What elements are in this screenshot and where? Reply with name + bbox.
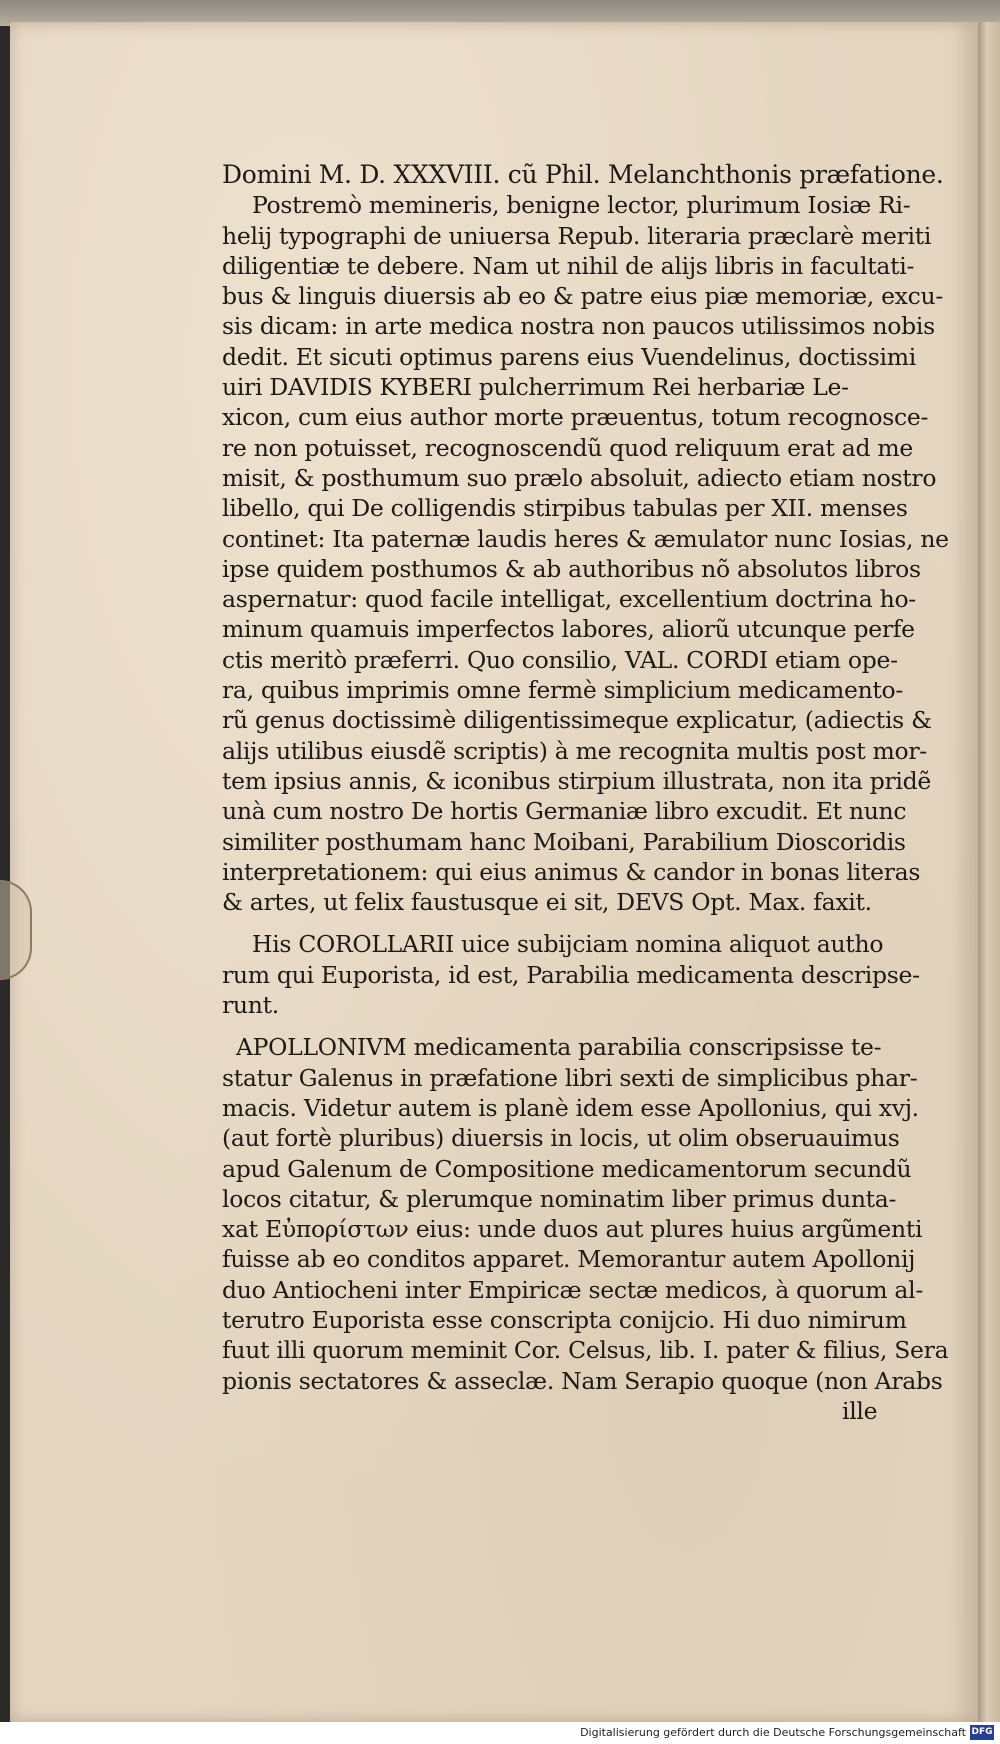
text-line: unà cum nostro De hortis Germaniæ libro excudit. Et nunc xyxy=(222,797,907,826)
text-line: ctis meritò præferri. Quo consilio, VAL. CORDI etiam ope- xyxy=(222,645,898,674)
text-line: helij typographi de uniuersa Repub. literaria præclarè meriti xyxy=(222,221,932,250)
paragraph-gap xyxy=(222,917,952,929)
text-line: minum quamuis imperfectos labores, aliorũ utcunque perfe xyxy=(222,615,915,644)
page-text xyxy=(222,160,952,1426)
text-line: xicon, cum eius author morte præuentus, totum recognosce- xyxy=(222,403,929,432)
text-line: Domini M. D. XXXVIII. cũ Phil. Melanchthonis præfatione. xyxy=(222,160,944,189)
text-line: continet: Ita paternæ laudis heres & æmulator nunc Iosias, ne xyxy=(222,524,949,553)
text-line: statur Galenus in præfatione libri sexti de simplicibus phar- xyxy=(222,1063,918,1092)
text-line: sis dicam: in arte medica nostra non paucos utilissimos nobis xyxy=(222,312,935,341)
text-line: misit, & posthumum suo prælo absoluit, adiecto etiam nostro xyxy=(222,463,937,492)
text-line: APOLLONIVM medicamenta parabilia conscripsisse te- xyxy=(236,1033,882,1062)
catchword: ille xyxy=(842,1396,878,1425)
dfg-logo: DFG xyxy=(970,1725,994,1740)
text-line: Postremò memineris, benigne lector, plurimum Iosiæ Ri- xyxy=(252,191,911,220)
text-line: interpretationem: qui eius animus & candor in bonas literas xyxy=(222,857,921,886)
text-line: ra, quibus imprimis omne fermè simplicium medicamento- xyxy=(222,676,904,705)
text-line: His COROLLARII uice subijciam nomina aliquot autho xyxy=(252,930,884,959)
text-line: apud Galenum de Compositione medicamentorum secundũ xyxy=(222,1154,912,1183)
text-line: tem ipsius annis, & iconibus stirpium illustrata, non ita pridẽ xyxy=(222,766,931,795)
text-line: locos citatur, & plerumque nominatim liber primus duntа- xyxy=(222,1184,897,1213)
text-line: (aut fortè pluribus) diuersis in locis, ut olim obseruauimus xyxy=(222,1124,900,1153)
footer-bar xyxy=(0,1722,1000,1744)
text-line: fuisse ab eo conditos apparet. Memorantur autem Apollonij xyxy=(222,1245,916,1274)
text-line: re non potuisset, recognoscendũ quod reliquum erat ad me xyxy=(222,433,913,462)
text-line: bus & linguis diuersis ab eo & patre eius piæ memoriæ, excu- xyxy=(222,282,943,311)
text-line: xat Εὐπορίστων eius: unde duos aut plures huius argũmenti xyxy=(222,1215,923,1244)
text-line: fuut illi quorum meminit Cor. Celsus, lib. I. pater & filius, Sera xyxy=(222,1336,949,1365)
page-edge xyxy=(978,22,1000,1722)
text-line: alijs utilibus eiusdẽ scriptis) à me recognita multis post mor- xyxy=(222,736,927,765)
text-line: rũ genus doctissimè diligentissimeque explicatur, (adiectis & xyxy=(222,706,932,735)
text-line: dedit. Et sicuti optimus parens eius Vuendelinus, doctissimi xyxy=(222,342,916,371)
paragraph-gap xyxy=(222,1020,952,1032)
text-line: libello, qui De colligendis stirpibus tabulas per XII. menses xyxy=(222,494,908,523)
text-line: runt. xyxy=(222,991,279,1020)
text-line: rum qui Euporista, id est, Parabilia medicamenta descripse- xyxy=(222,960,920,989)
text-line: macis. Videtur autem is planè idem esse Apollonius, qui xvj. xyxy=(222,1093,919,1122)
text-line: terutro Euporista esse conscripta conijcio. Hi duo nimirum xyxy=(222,1305,907,1334)
text-line: aspernatur: quod facile intelligat, excellentium doctrina ho- xyxy=(222,585,916,614)
text-line: uiri DAVIDIS KYBERI pulcherrimum Rei herbariæ Le- xyxy=(222,373,849,402)
text-line: diligentiæ te debere. Nam ut nihil de alijs libris in facultati- xyxy=(222,251,915,280)
footer-credit: Digitalisierung gefördert durch die Deutsche Forschungsgemeinschaft xyxy=(580,1726,966,1739)
text-line: similiter posthumam hanc Moibani, Parabilium Dioscoridis xyxy=(222,827,906,856)
text-line: ipse quidem posthumos & ab authoribus nõ absolutos libros xyxy=(222,554,921,583)
text-line: duo Antiocheni inter Empiricæ sectæ medicos, à quorum al- xyxy=(222,1275,923,1304)
text-line: pionis sectatores & asseclæ. Nam Serapio quoque (non Arabs xyxy=(222,1366,943,1395)
text-line: & artes, ut felix faustusque ei sit, DEVS Opt. Max. faxit. xyxy=(222,888,872,917)
